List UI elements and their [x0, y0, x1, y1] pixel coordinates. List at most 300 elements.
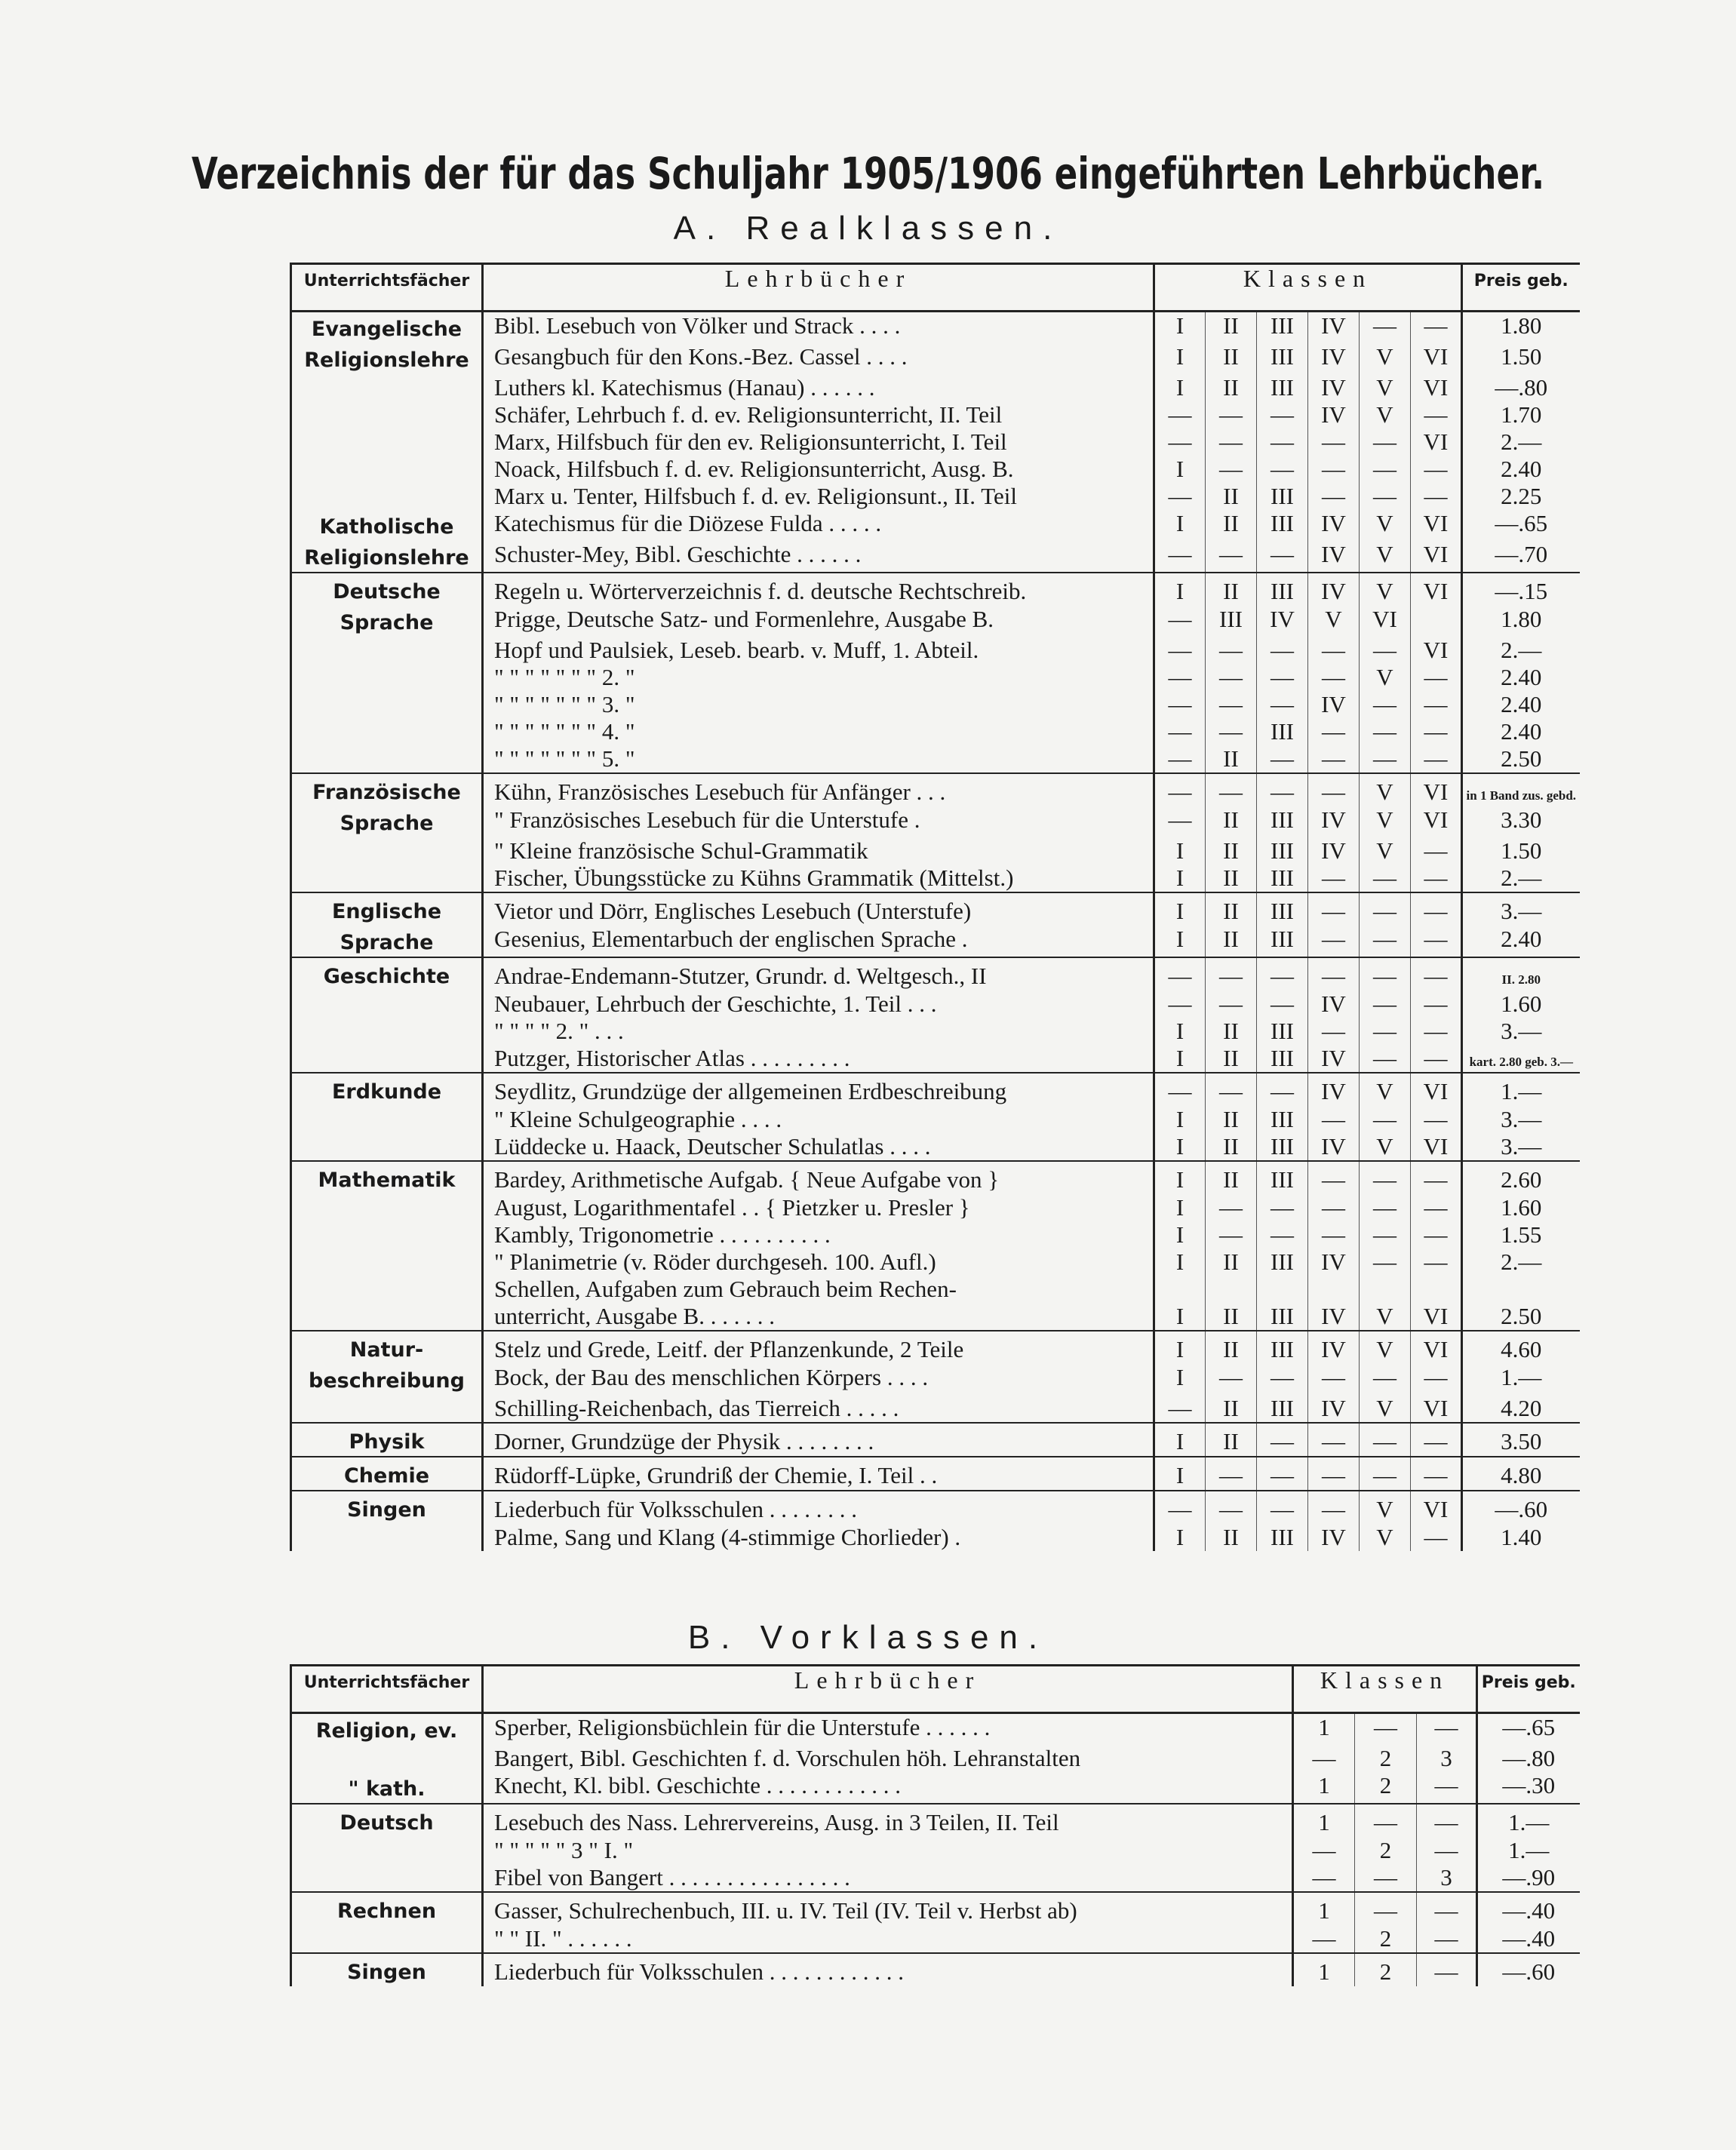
class-cell: I [1154, 837, 1206, 865]
price-cell [1462, 1331, 1580, 1364]
book-title: " " II. " . . . . . . [483, 1925, 1293, 1953]
class-cell: — [1154, 428, 1206, 456]
book-title: Schäfer, Lehrbuch f. d. ev. Religionsunterricht, II. Teil [494, 401, 1003, 428]
class-cell: — [1257, 773, 1308, 806]
class-cell: — [1257, 991, 1308, 1018]
class-cell: II [1206, 1303, 1257, 1331]
subject-cell [291, 637, 483, 664]
class-cell: III [1257, 1161, 1308, 1194]
table-row [291, 1837, 1580, 1864]
class-cell: — [1154, 806, 1206, 837]
class-cell: — [1355, 1713, 1417, 1746]
subject-cell [291, 837, 483, 865]
class-cell: 1 [1293, 1892, 1355, 1925]
class-cell: — [1257, 1073, 1308, 1106]
book-title: " " " " " " " 3. " [494, 691, 635, 717]
table-row [291, 1194, 1580, 1221]
class-cell: — [1308, 637, 1360, 664]
table-row [291, 1395, 1580, 1423]
class-cell: — [1257, 456, 1308, 483]
class-cell: — [1308, 428, 1360, 456]
class-cell: — [1411, 991, 1462, 1018]
price-value: 2.60 [1501, 1166, 1542, 1193]
class-cell: — [1360, 892, 1411, 926]
price-value: II. 2.80 [1501, 972, 1541, 987]
table-row [291, 991, 1580, 1018]
subject-cell [291, 664, 483, 691]
class-cell: I [1154, 374, 1206, 401]
table-row [291, 637, 1580, 664]
price-cell [1477, 1953, 1580, 1986]
subject-cell: Katholische [291, 510, 483, 541]
class-cell: — [1308, 1161, 1360, 1194]
book-title: Seydlitz, Grundzüge der allgemeinen Erdbeschreibung [494, 1078, 1007, 1104]
book-title: Schuster-Mey, Bibl. Geschichte . . . . . . [483, 541, 1154, 573]
book-title: Noack, Hilfsbuch f. d. ev. Religionsunterricht, Ausg. B. [494, 456, 1014, 482]
class-cell: II [1206, 1045, 1257, 1073]
class-cell: II [1206, 483, 1257, 510]
class-cell: — [1411, 957, 1462, 991]
class-cell: V [1360, 837, 1411, 865]
class-cell: — [1411, 483, 1462, 510]
class-cell [1308, 1276, 1360, 1303]
price-value: 2.40 [1501, 664, 1542, 690]
class-cell: VI [1411, 510, 1462, 541]
table-row [291, 1249, 1580, 1276]
class-cell: 3 [1417, 1745, 1477, 1772]
table-row [291, 691, 1580, 718]
class-cell: II [1206, 865, 1257, 892]
class-cell: I [1154, 926, 1206, 957]
class-cell: — [1206, 1364, 1257, 1395]
class-cell: — [1360, 865, 1411, 892]
table-row [291, 773, 1580, 806]
class-cell: — [1206, 957, 1257, 991]
class-cell: — [1206, 1221, 1257, 1249]
table-row [291, 483, 1580, 510]
table-row [291, 1423, 1580, 1457]
class-cell: V [1360, 664, 1411, 691]
book-title: Kühn, Französisches Lesebuch für Anfänger . . . [494, 779, 946, 805]
class-cell: — [1154, 957, 1206, 991]
class-cell: — [1360, 1457, 1411, 1491]
class-cell: II [1206, 806, 1257, 837]
table-row [291, 573, 1580, 606]
class-cell: — [1257, 401, 1308, 428]
price-value: 4.20 [1501, 1395, 1542, 1421]
class-cell: — [1206, 991, 1257, 1018]
price-value: 2.40 [1501, 926, 1542, 952]
subject-cell [291, 456, 483, 483]
class-cell: — [1360, 1161, 1411, 1194]
table-row [291, 1457, 1580, 1491]
class-cell: I [1154, 510, 1206, 541]
price-cell [1462, 664, 1580, 691]
subject-cell: Evangelische [291, 312, 483, 344]
class-cell: — [1154, 606, 1206, 637]
class-cell: — [1257, 664, 1308, 691]
class-cell: — [1293, 1864, 1355, 1892]
subject-cell [291, 1276, 483, 1303]
class-cell: I [1154, 1194, 1206, 1221]
book-title: unterricht, Ausgabe B. . . . . . . [483, 1303, 1154, 1331]
class-cell: II [1206, 1106, 1257, 1133]
book-title: August, Logarithmentafel . . { Pietzker u. Presler } [494, 1194, 970, 1221]
price-cell [1462, 957, 1580, 991]
price-cell [1477, 1804, 1580, 1837]
class-cell: — [1293, 1925, 1355, 1953]
class-cell: 1 [1293, 1772, 1355, 1804]
class-cell: II [1206, 312, 1257, 344]
class-cell: — [1206, 664, 1257, 691]
class-cell: IV [1308, 312, 1360, 344]
class-cell: — [1308, 1364, 1360, 1395]
class-cell: I [1154, 456, 1206, 483]
class-cell: — [1360, 456, 1411, 483]
class-cell: II [1206, 343, 1257, 374]
price-value: 1.55 [1501, 1221, 1542, 1248]
class-cell: 2 [1355, 1925, 1417, 1953]
subject-cell: Chemie [291, 1457, 483, 1491]
class-cell: — [1411, 456, 1462, 483]
price-value: —.60 [1495, 1496, 1548, 1522]
price-value: 2.— [1501, 428, 1542, 455]
price-cell [1462, 991, 1580, 1018]
book-title: Andrae-Endemann-Stutzer, Grundr. d. Weltgesch., II [494, 963, 987, 989]
vorklassen-table [290, 1664, 1580, 1986]
class-cell: — [1154, 401, 1206, 428]
subject-cell [291, 1303, 483, 1331]
class-cell: — [1411, 1106, 1462, 1133]
class-cell: — [1154, 745, 1206, 773]
class-cell: — [1206, 637, 1257, 664]
class-cell: IV [1308, 1073, 1360, 1106]
header-subject-b: Unterrichtsfächer [303, 1673, 470, 1692]
table-row [291, 1524, 1580, 1551]
price-value: 1.— [1508, 1809, 1550, 1835]
table-row [291, 1073, 1580, 1106]
book-title: " " " " " " " 4. " [494, 718, 635, 745]
subject-cell: Deutsche [291, 573, 483, 606]
realklassen-table [290, 263, 1580, 1551]
subject-cell: beschreibung [291, 1364, 483, 1395]
class-cell: — [1411, 718, 1462, 745]
subject-cell [291, 1837, 483, 1864]
class-cell: I [1154, 1249, 1206, 1276]
subject-cell [291, 428, 483, 456]
class-cell: — [1308, 1457, 1360, 1491]
class-cell: — [1411, 401, 1462, 428]
class-cell: VI [1411, 1395, 1462, 1423]
class-cell: IV [1308, 343, 1360, 374]
table-row [291, 1864, 1580, 1892]
class-cell: — [1417, 1804, 1477, 1837]
class-cell: I [1154, 1524, 1206, 1551]
class-cell: III [1257, 573, 1308, 606]
price-cell [1477, 1837, 1580, 1864]
class-cell: IV [1308, 1045, 1360, 1073]
subject-cell: Geschichte [291, 957, 483, 991]
class-cell: I [1154, 1106, 1206, 1133]
price-cell [1462, 1045, 1580, 1073]
book-title: Gasser, Schulrechenbuch, III. u. IV. Teil (IV. Teil v. Herbst ab) [494, 1897, 1077, 1924]
price-value: 1.50 [1501, 343, 1542, 370]
table-row [291, 892, 1580, 926]
price-cell [1462, 691, 1580, 718]
class-cell: — [1360, 745, 1411, 773]
price-cell [1462, 637, 1580, 664]
book-title: Bock, der Bau des menschlichen Körpers . . . . [494, 1364, 929, 1390]
price-cell [1462, 1221, 1580, 1249]
price-value: 3.50 [1501, 1428, 1542, 1454]
class-cell: — [1411, 1161, 1462, 1194]
class-cell: VI [1411, 343, 1462, 374]
class-cell: III [1257, 1045, 1308, 1073]
class-cell: III [1257, 1331, 1308, 1364]
class-cell: — [1308, 1106, 1360, 1133]
class-cell: — [1308, 926, 1360, 957]
class-cell: — [1308, 865, 1360, 892]
class-cell: — [1417, 1892, 1477, 1925]
table-row [291, 865, 1580, 892]
price-value: 3.— [1501, 1106, 1542, 1132]
book-title: " " " " " " " 2. " [494, 664, 635, 690]
class-cell: I [1154, 1018, 1206, 1045]
table-row [291, 1804, 1580, 1837]
book-title: Palme, Sang und Klang (4-stimmige Chorlieder) . [494, 1524, 961, 1550]
price-cell [1462, 1249, 1580, 1276]
class-cell: — [1360, 1221, 1411, 1249]
class-cell: V [1360, 1133, 1411, 1161]
class-cell: I [1154, 1331, 1206, 1364]
subject-cell [291, 1106, 483, 1133]
class-cell: IV [1308, 1249, 1360, 1276]
book-title: " Französisches Lesebuch für die Unterstufe . [494, 806, 920, 833]
class-cell: — [1154, 691, 1206, 718]
book-title: Rüdorff-Lüpke, Grundriß der Chemie, I. Teil . . [483, 1457, 1154, 1491]
class-cell: — [1360, 718, 1411, 745]
class-cell: III [1257, 926, 1308, 957]
class-cell: — [1308, 892, 1360, 926]
class-cell: IV [1308, 510, 1360, 541]
subject-cell: Erdkunde [291, 1073, 483, 1106]
class-cell: III [1257, 837, 1308, 865]
class-cell: II [1206, 374, 1257, 401]
price-value: —.40 [1502, 1897, 1556, 1924]
class-cell: VI [1411, 374, 1462, 401]
class-cell: III [1257, 510, 1308, 541]
subject-cell: Deutsch [291, 1804, 483, 1837]
table-row [291, 541, 1580, 573]
class-cell: — [1360, 691, 1411, 718]
price-cell [1462, 428, 1580, 456]
class-cell: III [1257, 1303, 1308, 1331]
class-cell: VI [1411, 541, 1462, 573]
class-cell: — [1154, 1073, 1206, 1106]
class-cell: — [1355, 1804, 1417, 1837]
class-cell: I [1154, 865, 1206, 892]
class-cell: III [1257, 1395, 1308, 1423]
price-cell [1462, 510, 1580, 541]
table-row [291, 1925, 1580, 1953]
class-cell: — [1411, 1221, 1462, 1249]
class-cell: V [1360, 374, 1411, 401]
table-row [291, 606, 1580, 637]
class-cell: — [1308, 1194, 1360, 1221]
price-cell [1477, 1772, 1580, 1804]
table-row [291, 343, 1580, 374]
price-value: —.80 [1495, 374, 1548, 401]
class-cell: I [1154, 1457, 1206, 1491]
class-cell: — [1154, 718, 1206, 745]
class-cell: — [1308, 957, 1360, 991]
subject-cell [291, 1395, 483, 1423]
price-cell [1462, 1276, 1580, 1303]
class-cell: V [1360, 541, 1411, 573]
price-value: 4.60 [1501, 1336, 1542, 1362]
class-cell: I [1154, 1364, 1206, 1395]
subject-cell: Rechnen [291, 1892, 483, 1925]
book-title: Lesebuch des Nass. Lehrervereins, Ausg. in 3 Teilen, II. Teil [494, 1809, 1059, 1835]
class-cell: — [1206, 401, 1257, 428]
class-cell: — [1417, 1925, 1477, 1953]
price-value: 1.— [1501, 1364, 1542, 1390]
subject-cell: Religion, ev. [291, 1713, 483, 1746]
class-cell: — [1360, 1045, 1411, 1073]
price-cell [1462, 1194, 1580, 1221]
price-cell [1462, 456, 1580, 483]
price-value: —.70 [1495, 541, 1548, 567]
subject-cell: Singen [291, 1953, 483, 1986]
price-value: —.40 [1502, 1925, 1556, 1952]
class-cell: — [1360, 483, 1411, 510]
class-cell: II [1206, 1331, 1257, 1364]
class-cell: 2 [1355, 1837, 1417, 1864]
class-cell: — [1355, 1864, 1417, 1892]
class-cell: II [1206, 926, 1257, 957]
class-cell: V [1360, 1073, 1411, 1106]
class-cell: — [1154, 1395, 1206, 1423]
price-cell [1462, 806, 1580, 837]
price-cell [1462, 773, 1580, 806]
class-cell: — [1257, 957, 1308, 991]
price-cell [1462, 401, 1580, 428]
price-cell [1462, 312, 1580, 344]
class-cell: — [1360, 926, 1411, 957]
table-row [291, 1045, 1580, 1073]
class-cell: III [1257, 1249, 1308, 1276]
subject-cell: Mathematik [291, 1161, 483, 1194]
class-cell: — [1308, 483, 1360, 510]
table-row [291, 1106, 1580, 1133]
class-cell: VI [1411, 1491, 1462, 1524]
table-row [291, 1491, 1580, 1524]
class-cell: — [1308, 773, 1360, 806]
subject-cell: Religionslehre [291, 343, 483, 374]
class-cell: V [1360, 573, 1411, 606]
class-cell: III [1206, 606, 1257, 637]
class-cell: IV [1308, 573, 1360, 606]
subject-cell [291, 1524, 483, 1551]
class-cell: II [1206, 1133, 1257, 1161]
class-cell: IV [1257, 606, 1308, 637]
class-cell: II [1206, 1423, 1257, 1457]
class-cell: V [1360, 1331, 1411, 1364]
book-title: " Kleine französische Schul-Grammatik [494, 837, 868, 864]
class-cell: I [1154, 573, 1206, 606]
price-cell [1477, 1864, 1580, 1892]
class-cell: — [1257, 1194, 1308, 1221]
book-title: Sperber, Religionsbüchlein für die Unterstufe . . . . . . [494, 1714, 991, 1740]
subject-cell [291, 865, 483, 892]
subject-cell: Natur- [291, 1331, 483, 1364]
class-cell: VI [1411, 1073, 1462, 1106]
table-row [291, 1892, 1580, 1925]
price-value: 2.50 [1501, 745, 1542, 772]
book-title: Liederbuch für Volksschulen . . . . . . . . . . . . [494, 1958, 904, 1985]
class-cell: II [1206, 837, 1257, 865]
price-value: —.80 [1502, 1745, 1556, 1771]
book-title: Neubauer, Lehrbuch der Geschichte, 1. Teil . . . [494, 991, 937, 1017]
class-cell: — [1293, 1745, 1355, 1772]
class-cell: IV [1308, 837, 1360, 865]
table-row [291, 837, 1580, 865]
price-value: 2.50 [1501, 1303, 1542, 1329]
class-cell: III [1257, 312, 1308, 344]
subject-cell: Englische [291, 892, 483, 926]
price-value: 1.60 [1501, 991, 1542, 1017]
table-row [291, 1161, 1580, 1194]
class-cell: I [1154, 1045, 1206, 1073]
class-cell: IV [1308, 1303, 1360, 1331]
price-value: —.65 [1502, 1714, 1556, 1740]
class-cell: — [1257, 1423, 1308, 1457]
class-cell: — [1293, 1837, 1355, 1864]
subject-cell [291, 1045, 483, 1073]
class-cell: IV [1308, 541, 1360, 573]
class-cell: — [1206, 1457, 1257, 1491]
class-cell: 3 [1417, 1864, 1477, 1892]
book-title: " Kleine Schulgeographie . . . . [494, 1106, 782, 1132]
book-title: Regeln u. Wörterverzeichnis f. d. deutsche Rechtschreib. [494, 578, 1027, 604]
class-cell: — [1308, 1491, 1360, 1524]
class-cell: III [1257, 1106, 1308, 1133]
class-cell: — [1154, 773, 1206, 806]
class-cell: II [1206, 745, 1257, 773]
section-a-heading: A. Realklassen. [673, 210, 1063, 247]
class-cell: III [1257, 865, 1308, 892]
subject-cell: Physik [291, 1423, 483, 1457]
book-title: Liederbuch für Volksschulen . . . . . . . . [494, 1496, 857, 1522]
class-cell: — [1206, 456, 1257, 483]
book-title: Marx u. Tenter, Hilfsbuch f. d. ev. Religionsunt., II. Teil [494, 483, 1017, 509]
price-value: 2.40 [1501, 718, 1542, 745]
table-row [291, 718, 1580, 745]
class-cell: I [1154, 312, 1206, 344]
subject-cell [291, 1925, 483, 1953]
class-cell: — [1411, 1457, 1462, 1491]
class-cell: — [1154, 541, 1206, 573]
class-cell: — [1411, 691, 1462, 718]
price-value: —.60 [1502, 1958, 1556, 1985]
book-title: Stelz und Grede, Leitf. der Pflanzenkunde, 2 Teile [494, 1336, 964, 1362]
price-value: 1.40 [1501, 1524, 1542, 1550]
price-cell [1462, 573, 1580, 606]
class-cell: II [1206, 1524, 1257, 1551]
price-cell [1462, 483, 1580, 510]
class-cell: — [1411, 312, 1462, 344]
price-cell [1462, 606, 1580, 637]
